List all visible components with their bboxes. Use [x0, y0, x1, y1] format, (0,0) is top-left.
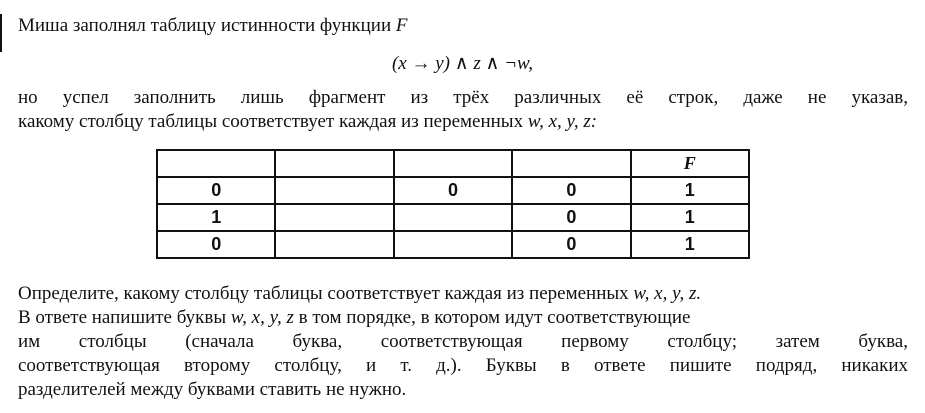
table-cell: 1	[157, 204, 275, 231]
intro-line-3-vars: w, x, y, z:	[527, 111, 598, 132]
question-line-1-text: Определите, какому столбцу таблицы соответствует каждая из переменных	[18, 283, 629, 304]
table-row	[157, 177, 749, 204]
margin-bar	[0, 14, 2, 52]
table-cell: 0	[512, 231, 630, 258]
table-cell: 0	[512, 177, 630, 204]
header-cell	[394, 150, 512, 177]
table-cell: 1	[631, 204, 749, 231]
table-cell	[275, 177, 393, 204]
question-line-2-a: В ответе напишите буквы	[18, 307, 227, 328]
question-line-2-vars: w, x, y, z	[230, 307, 294, 328]
header-cell	[512, 150, 630, 177]
table-cell	[275, 231, 393, 258]
question-line-1-vars: w, x, y, z.	[633, 283, 702, 304]
table-row	[157, 231, 749, 258]
question-line-2	[18, 306, 908, 330]
table-cell: 0	[157, 177, 275, 204]
intro-text: Миша заполнял таблицу истинности функции	[18, 15, 392, 36]
table-cell: 0	[394, 177, 512, 204]
table-cell	[275, 204, 393, 231]
question-line-1	[18, 282, 908, 306]
question-line-3: им столбцы (сначала буква, соответствующая первому столбцу; затем буква,	[18, 331, 908, 352]
table-cell	[394, 204, 512, 231]
intro-line-3	[18, 110, 908, 134]
table-cell: 0	[512, 204, 630, 231]
table-row	[157, 204, 749, 231]
intro-line-3-text: какому столбцу таблицы соответствует каждая из переменных	[18, 111, 524, 132]
function-name: F	[395, 15, 408, 36]
question-line-2-b: в том порядке, в котором идут соответствующие	[298, 307, 691, 328]
question-line-4: соответствующая второму столбцу, и т. д.). Буквы в ответе пишите подряд, никаких	[18, 355, 908, 376]
header-cell	[157, 150, 275, 177]
intro-line-1	[18, 14, 908, 38]
table-cell: 0	[157, 231, 275, 258]
table-cell: 1	[631, 177, 749, 204]
truth-table	[156, 149, 750, 259]
header-cell-f: F	[631, 150, 749, 177]
formula: (x → y) ∧ z ∧ ¬w,	[391, 53, 534, 74]
question-line-5: разделителей между буквами ставить не нужно.	[18, 379, 407, 400]
header-cell	[275, 150, 393, 177]
intro-line-2: но успел заполнить лишь фрагмент из трёх различных её строк, даже не указав,	[18, 87, 908, 108]
table-header-row	[157, 150, 749, 177]
table-cell: 1	[631, 231, 749, 258]
table-cell	[394, 231, 512, 258]
